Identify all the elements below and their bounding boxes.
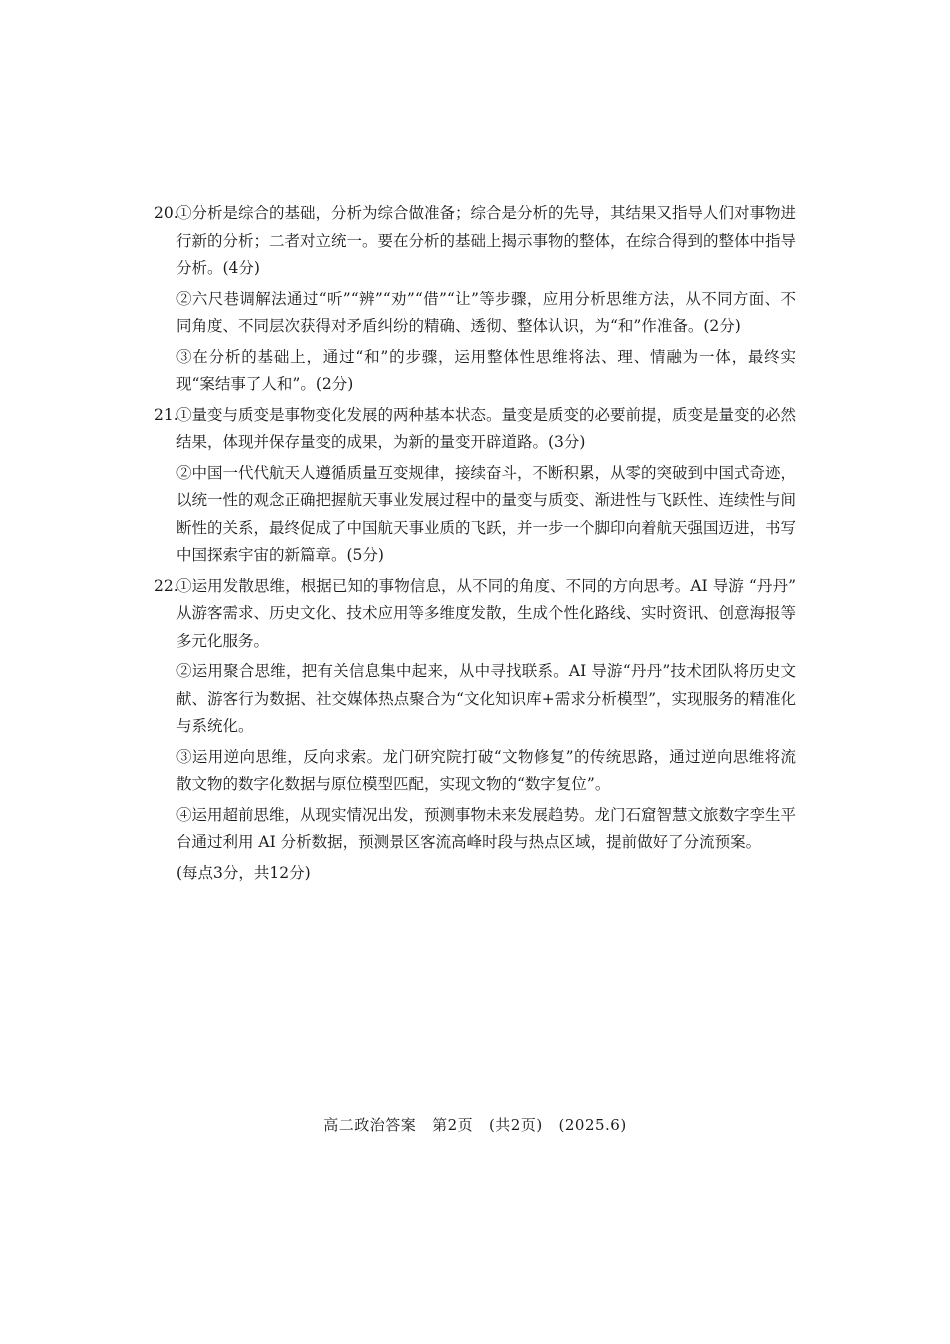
answer-point: ①运用发散思维，根据已知的事物信息，从不同的角度、不同的方向思考。AI 导游 “丹丹” 从游客需求、历史文化、技术应用等多维度发散，生成个性化路线、实时资讯、创意海报等多元化服务。 xyxy=(176,576,797,650)
answer-point: ①分析是综合的基础，分析为综合做准备；综合是分析的先导，其结果又指导人们对事物进行新的分析；二者对立统一。要在分析的基础上揭示事物的整体，在综合得到的整体中指导分析。(4分) xyxy=(176,204,797,277)
answer-point: ②中国一代代航天人遵循质量互变规律，接续奋斗，不断积累，从零的突破到中国式奇迹，以统一性的观念正确把握航天事业发展过程中的量变与质变、渐进性与飞跃性、连续性与间断性的关系，最终促成了中国航天事业质的飞跃，并一步一个脚印向着航天强国迈进，书写中国探索宇宙的新篇章。(5分) xyxy=(176,463,797,564)
answer-content xyxy=(156,200,796,890)
answer-point: ②运用聚合思维，把有关信息集中起来，从中寻找联系。AI 导游“丹丹”技术团队将历史文献、游客行为数据、社交媒体热点聚合为“文化知识库+需求分析模型”，实现服务的精准化与系统化。 xyxy=(176,662,796,735)
question-number: 22. xyxy=(154,576,179,595)
answer-point: ③在分析的基础上，通过“和”的步骤，运用整体性思维将法、理、情融为一体，最终实现“案结事了人和”。(2分) xyxy=(176,347,796,393)
question-20 xyxy=(156,200,796,399)
answer-point: ④运用超前思维，从现实情况出发，预测事物未来发展趋势。龙门石窟智慧文旅数字孪生平台通过利用 AI 分析数据，预测景区客流高峰时段与热点区域，提前做好了分流预案。 xyxy=(176,805,797,851)
question-number: 21. xyxy=(154,405,179,424)
scoring-note: (每点3分，共12分) xyxy=(176,863,311,882)
answer-point: ②六尺巷调解法通过“听”“辨”“劝”“借”“让”等步骤，应用分析思维方法，从不同方面、不同角度、不同层次获得对矛盾纠纷的精确、透彻、整体认识，为“和”作准备。(2分) xyxy=(176,289,796,335)
answer-point: ①量变与质变是事物变化发展的两种基本状态。量变是质变的必要前提，质变是量变的必然结果，体现并保存量变的成果，为新的量变开辟道路。(3分) xyxy=(176,405,797,451)
question-21 xyxy=(156,402,796,570)
answer-point: ③运用逆向思维，反向求索。龙门研究院打破“文物修复”的传统思路，通过逆向思维将流散文物的数字化数据与原位模型匹配，实现文物的“数字复位”。 xyxy=(176,747,796,793)
question-22 xyxy=(156,573,796,888)
page-footer: 高二政治答案 第2页 (共2页) (2025.6) xyxy=(323,1116,627,1134)
question-number: 20. xyxy=(154,204,179,222)
